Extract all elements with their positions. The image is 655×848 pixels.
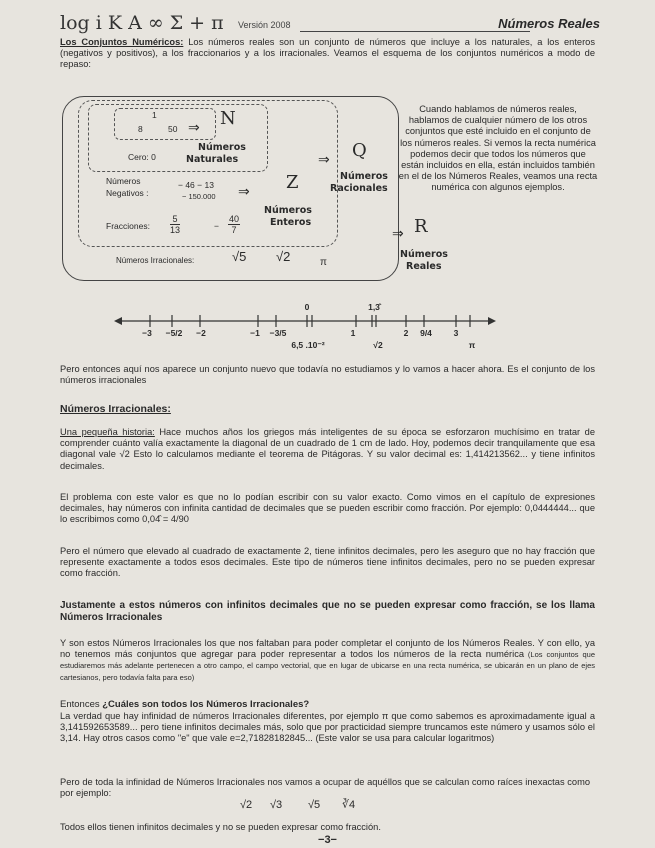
root-example: √3 xyxy=(270,799,283,811)
reals-label-2: Reales xyxy=(406,261,442,272)
naturals-label-2: Naturales xyxy=(186,154,239,165)
fraction-1: $\frac{5}{13}$ xyxy=(170,214,181,235)
fraction-2-sign: − xyxy=(214,221,219,231)
numberline-label: 1,3̂ xyxy=(368,302,380,312)
arrow-icon: ⇒ xyxy=(188,119,200,135)
reals-symbol: R xyxy=(414,216,428,237)
intro-text: Los números reales son un conjunto de números que incluye a los naturales, a los enteros (negativos y positivos), a los fraccionarios y a los irracionales. Veamos el esquema de los conjuntos numéricos a modo de repaso: xyxy=(60,37,595,70)
naturals-label-1: Números xyxy=(198,142,246,153)
irrationals-label: Números Irracionales: xyxy=(116,256,195,265)
paragraph: Pero el número que elevado al cuadrado de exactamente 2, tiene infinitos decimales, pero les aseguro que no hay fracción que represente exactamente a todos esos decimales. Este tipo de números tiene infinitos decimales, pero no se pueden expresar como fracción. xyxy=(60,546,595,579)
integers-label-2: Enteros xyxy=(270,217,312,228)
nat-example-2: 8 xyxy=(138,124,143,134)
intro-heading: Los Conjuntos Numéricos: xyxy=(60,37,184,47)
paragraph: Y son estos Números Irracionales los que nos faltaban para poder completar el conjunto de los Números Reales. Y con ello, ya no tenemos más conjuntos que agregar para poder representar a todos los números de la recta numérica (Los conjuntos que estudiaremos más adelante pertenecen a otro campo, el campo vectorial, que en lugar de ubicarse en una recta numérica, se ubicarán en un plano de ejes cartesianos, pero todavía falta para eso) xyxy=(60,638,595,682)
arrow-icon: ⇒ xyxy=(238,183,250,199)
numberline-label: 3 xyxy=(453,328,459,338)
irrational-example-1: √5 xyxy=(232,249,247,264)
irrational-example-3: π xyxy=(320,257,327,268)
irrational-example-2: √2 xyxy=(276,249,291,264)
section-heading: Números Irracionales: xyxy=(60,403,171,415)
arrow-icon: ⇒ xyxy=(392,225,404,241)
brand-logo: log i K A ∞ Σ + π xyxy=(60,12,224,34)
numberline-label: −1 xyxy=(250,328,260,338)
root-example: ∛4 xyxy=(342,799,356,811)
naturals-symbol: N xyxy=(220,108,236,129)
fractions-label: Fracciones: xyxy=(106,221,150,231)
rationals-label-1: Números xyxy=(340,171,388,182)
story-lead: Una pequeña historia: xyxy=(60,427,155,437)
numberline-label: 0 xyxy=(304,302,310,312)
version-label: Versión 2008 xyxy=(238,20,291,30)
negatives-examples-2: − 150.000 xyxy=(182,192,216,201)
nat-example-1: 1 xyxy=(152,110,157,120)
arrow-icon: ⇒ xyxy=(318,151,330,167)
rationals-symbol: Q xyxy=(352,140,367,161)
reals-explanation: Cuando hablamos de números reales, hablamos de cualquier número de los otros conjuntos que esté incluido en el conjunto de los números reales. Si vemos la recta numérica podemos decir que todos los números que están incluidos en ella, están incluidos también en el de los Números Reales, veamos una recta numérica con algunos ejemplos. xyxy=(398,104,598,193)
integers-symbol: Z xyxy=(286,172,299,193)
nat-example-3: 50 xyxy=(168,124,178,134)
paragraph: El problema con este valor es que no lo podían escribir con su valor exacto. Como vimos en el capítulo de expresiones decimales, hay números con infinita cantidad de decimales que se pueden escribir como fracción. Por ejemplo: 0,0444444... que lo escribimos como 0,04̂ = 4/90 xyxy=(60,492,595,525)
paragraph: La verdad que hay infinidad de números Irracionales diferentes, por ejemplo π que como sabemos es aproximadamente igual a 3,141592653589... pero tiene infinitos decimales más, solo que por practicidad siempre truncamos este número y usamos sólo el 3,14. Hay otros casos como "e" que vale e=2,71828182845... (Este valor se usa para calcular logaritmos) xyxy=(60,711,595,744)
numberline-label: −5/2 xyxy=(165,328,183,338)
fraction-2: $\frac{40}{7}$ xyxy=(229,214,240,235)
definition-paragraph: Justamente a estos números con infinitos decimales que no se pueden expresar como fracción, se los llama Números Irracionales xyxy=(60,600,595,623)
numberline-label: 2 xyxy=(403,328,409,338)
numberline-label: 6,5 .10⁻² xyxy=(291,340,325,350)
reals-label-1: Números xyxy=(400,249,448,260)
numberline-label: −3 xyxy=(142,328,152,338)
zero-label: Cero: 0 xyxy=(128,152,156,162)
integers-label-1: Números xyxy=(264,205,312,216)
numberline-label: −2 xyxy=(196,328,206,338)
header-title: Números Reales xyxy=(498,16,600,31)
page-number: −3− xyxy=(318,834,337,846)
paragraph: Pero entonces aquí nos aparece un conjunto nuevo que todavía no estudiamos y lo vamos a hacer ahora. Es el conjunto de los números irracionales xyxy=(60,364,595,386)
root-example: √5 xyxy=(308,799,321,811)
numberline-label: 1 xyxy=(350,328,356,338)
negatives-examples-1: − 46 − 13 xyxy=(178,180,214,190)
numberline-label: √2 xyxy=(373,340,383,350)
negatives-label-1: Números xyxy=(106,176,141,186)
numberline-label: 9/4 xyxy=(420,328,432,338)
story-text: Hace muchos años los griegos más inteligentes de su época se esforzaron muchísimo en tratar de comprender cuánto valía exactamente la diagonal de un cuadrado de 1 cm de lado. Hoy, podemos decir tranquilamente que esa diagonal vale √2 Esto lo calculamos mediante el teorema de Pitágoras. Y su valor decimal es: 1,414213562... y tiene infinitos decimales. xyxy=(60,427,595,471)
rationals-label-2: Racionales xyxy=(330,183,388,194)
numberline-label: π xyxy=(468,340,476,350)
question-heading: Entonces ¿Cuáles son todos los Números Irracionales? xyxy=(60,699,310,710)
paragraph: Todos ellos tienen infinitos decimales y no se pueden expresar como fracción. xyxy=(60,822,381,832)
negatives-label-2: Negativos : xyxy=(106,188,149,198)
root-example: √2 xyxy=(240,799,253,811)
paragraph: Pero de toda la infinidad de Números Irracionales nos vamos a ocupar de aquéllos que se calculan como raíces inexactas como por ejemplo: xyxy=(60,777,590,799)
story-paragraph xyxy=(60,427,595,472)
numberline-label: −3/5 xyxy=(269,328,287,338)
